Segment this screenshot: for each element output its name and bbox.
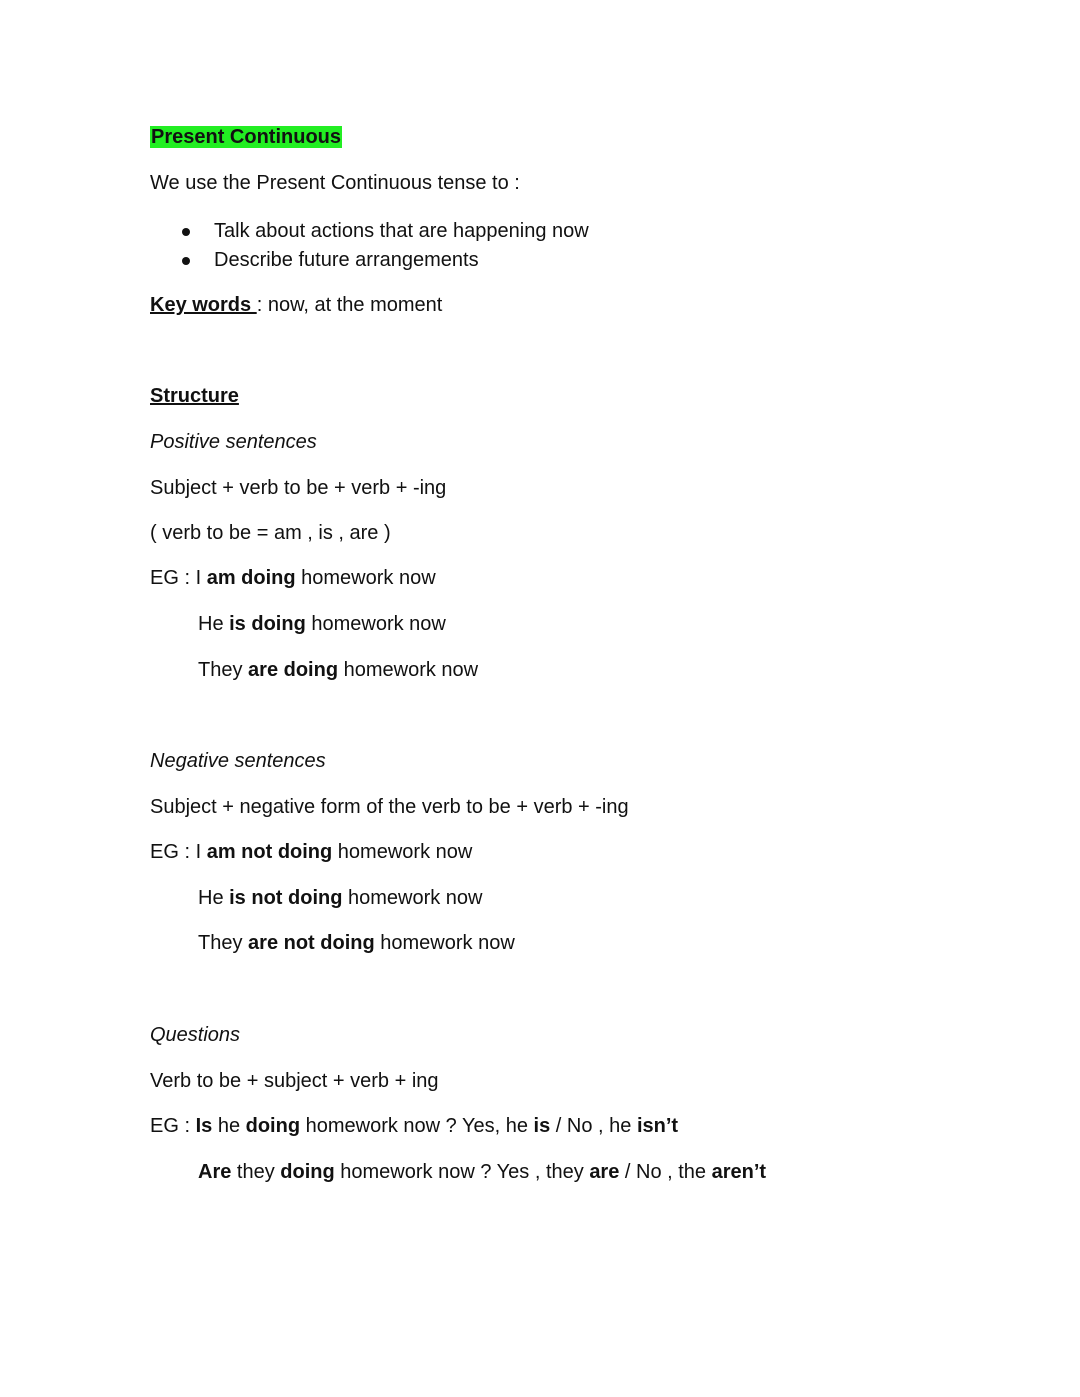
q-text: homework now ? Yes , they — [334, 1161, 590, 1183]
use-text: Talk about actions that are happening now — [214, 220, 589, 242]
positive-example — [150, 566, 436, 590]
questions-formula: Verb to be + subject + verb + ing — [150, 1070, 439, 1092]
example-verb: am not doing — [206, 841, 333, 863]
key-words-label: Key words — [150, 294, 257, 316]
bullet-icon — [182, 257, 190, 265]
example-subject: I — [195, 841, 207, 863]
q-bold: doing — [280, 1161, 335, 1183]
negative-example — [198, 886, 483, 910]
questions-heading: Questions — [150, 1024, 241, 1046]
page-title — [150, 125, 342, 149]
example-subject: He — [198, 613, 230, 635]
q-bold: doing — [245, 1115, 301, 1137]
question-example — [198, 1160, 766, 1184]
example-subject: They — [198, 659, 249, 681]
example-rest: homework now — [295, 567, 436, 589]
example-rest: homework now — [342, 887, 483, 909]
structure-heading: Structure — [150, 385, 239, 407]
example-rest: homework now — [338, 659, 479, 681]
intro-text: We use the Present Continuous tense to : — [150, 172, 520, 194]
example-subject: I — [195, 567, 207, 589]
question-example — [150, 1114, 678, 1138]
uses-list — [180, 217, 589, 275]
negative-example — [150, 840, 472, 864]
list-item — [180, 217, 589, 246]
positive-note: ( verb to be = am , is , are ) — [150, 522, 391, 544]
example-verb: are not doing — [248, 932, 375, 954]
q-bold: aren’t — [711, 1161, 767, 1183]
q-text: homework now ? Yes, he — [300, 1115, 534, 1137]
example-verb: is doing — [229, 613, 306, 635]
example-verb: are doing — [248, 659, 339, 681]
positive-example — [198, 658, 478, 682]
q-text: they — [231, 1161, 281, 1183]
key-words — [150, 293, 442, 317]
example-rest: homework now — [305, 613, 446, 635]
q-bold: isn’t — [636, 1115, 679, 1137]
negative-heading: Negative sentences — [150, 750, 326, 772]
title-highlight: Present Continuous — [151, 126, 342, 148]
eg-prefix: EG : — [150, 841, 196, 863]
list-item — [180, 246, 589, 275]
positive-heading: Positive sentences — [150, 431, 317, 453]
eg-prefix: EG : — [150, 1115, 196, 1137]
example-verb: am doing — [206, 567, 296, 589]
q-bold: are — [589, 1161, 620, 1183]
negative-example — [198, 931, 515, 955]
example-rest: homework now — [332, 841, 473, 863]
q-bold: is — [533, 1115, 551, 1137]
example-rest: homework now — [374, 932, 515, 954]
positive-formula: Subject + verb to be + verb + -ing — [150, 477, 447, 499]
bullet-icon — [182, 228, 190, 236]
example-subject: He — [198, 887, 230, 909]
q-text: / No , he — [550, 1115, 637, 1137]
q-bold: Is — [195, 1115, 213, 1137]
eg-prefix: EG : — [150, 567, 196, 589]
negative-formula: Subject + negative form of the verb to be + verb + -ing — [150, 796, 629, 818]
key-words-value: : now, at the moment — [256, 294, 443, 316]
q-text: he — [212, 1115, 246, 1137]
example-verb: is not doing — [229, 887, 343, 909]
q-text: / No , the — [619, 1161, 712, 1183]
example-subject: They — [198, 932, 249, 954]
positive-example — [198, 612, 446, 636]
use-text: Describe future arrangements — [214, 249, 479, 271]
q-bold: Are — [198, 1161, 232, 1183]
